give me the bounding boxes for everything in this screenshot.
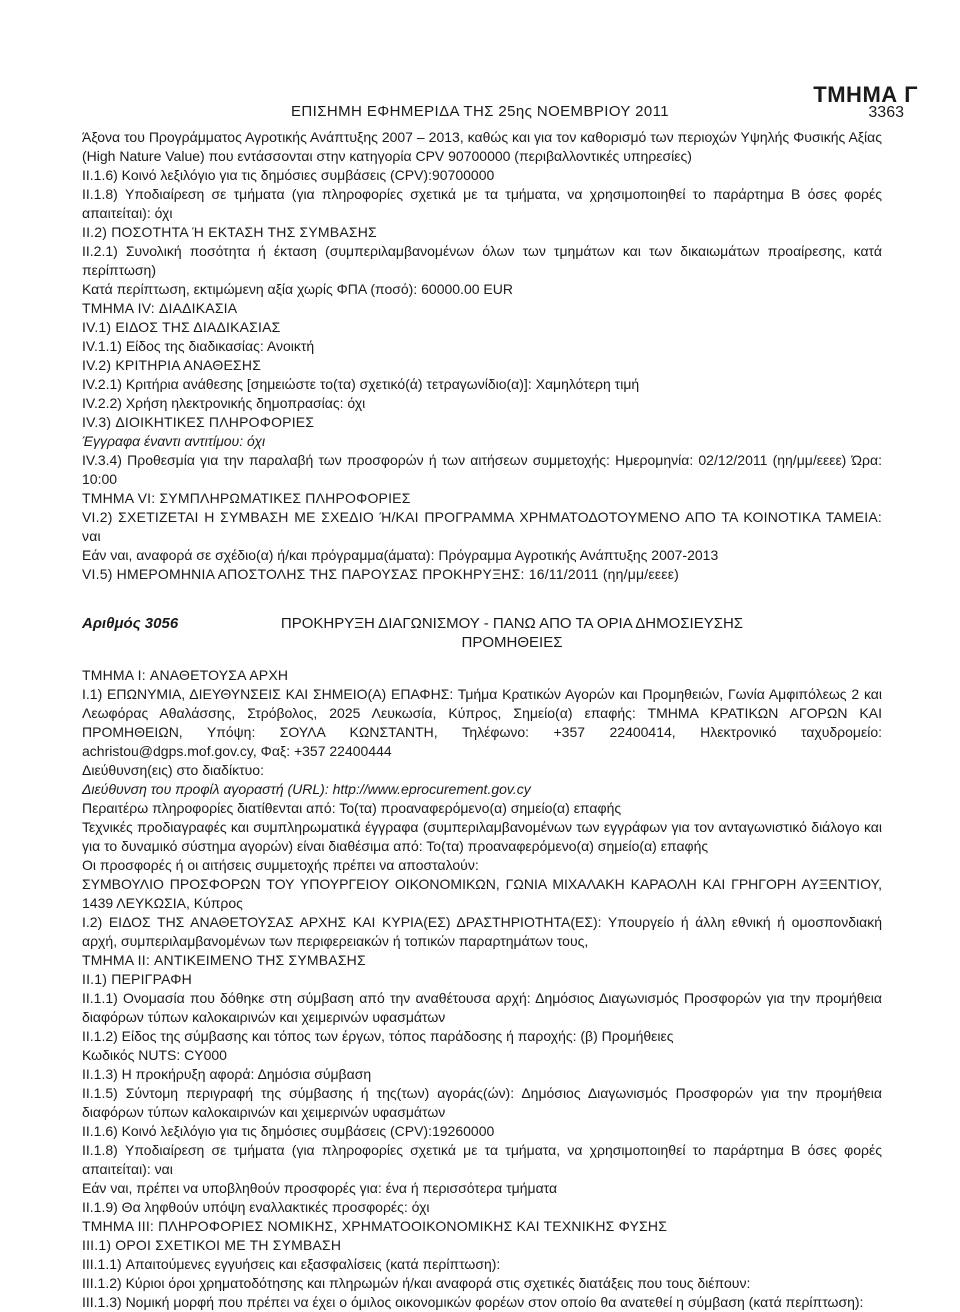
guarantees-line: III.1.1) Απαιτούμενες εγγυήσεις και εξασφαλίσεις (κατά περίπτωση): bbox=[82, 1256, 501, 1272]
section-ii-heading: ΤΜΗΜΑ II: ΑΝΤΙΚΕΙΜΕΝΟ ΤΗΣ ΣΥΜΒΑΣΗΣ bbox=[82, 952, 366, 968]
specifications-line: Τεχνικές προδιαγραφές και συμπληρωματικά έγγραφα (συμπεριλαμβανομένων των εγγράφων για τον ανταγωνιστικό διάλογο και για το δυναμικό σύστημα αγορών) είναι διαθέσιμα από: Το(τα) προαναφερόμενο(α) σημείο(α) επαφής bbox=[82, 819, 882, 854]
electronic-auction-line: IV.2.2) Χρήση ηλεκτρονικής δημοπρασίας: όχι bbox=[82, 395, 366, 411]
eu-funds-line: VI.2) ΣΧΕΤΙΖΕΤΑΙ Η ΣΥΜΒΑΣΗ ΜΕ ΣΧΕΔΙΟ Ή/ΚΑΙ ΠΡΟΓΡΑΜΜΑ ΧΡΗΜΑΤΟΔΟΤΟΥΜΕΝΟ ΑΠΟ ΤΑ ΚΟΙΝΟΤΙΚΑ ΤΑΜΕΙΑ: ναι bbox=[82, 509, 882, 544]
buyer-profile-line bbox=[82, 780, 882, 799]
lots-tender-line: Εάν ναι, πρέπει να υποβληθούν προσφορές για: ένα ή περισσότερα τμήματα bbox=[82, 1180, 558, 1196]
tenders-sent-label: Οι προσφορές ή οι αιτήσεις συμμετοχής πρέπει να αποσταλούν: bbox=[82, 857, 479, 873]
section-iii-heading: ΤΜΗΜΑ III: ΠΛΗΡΟΦΟΡΙΕΣ ΝΟΜΙΚΗΣ, ΧΡΗΜΑΤΟΟΙΚΟΝΟΜΙΚΗΣ ΚΑΙ ΤΕΧΝΙΚΗΣ ΦΥΣΗΣ bbox=[82, 1218, 668, 1234]
cpv-line-2: II.1.6) Κοινό λεξιλόγιο για τις δημόσιες συμβάσεις (CPV):19260000 bbox=[82, 1123, 495, 1139]
notice-heading: ΠΡΟΚΗΡΥΞΗ ΔΙΑΓΩΝΙΣΜΟΥ - ΠΑΝΩ ΑΠΟ ΤΑ ΟΡΙΑ ΔΗΜΟΣΙΕΥΣΗΣ ΠΡΟΜΗΘΕΙΕΣ bbox=[280, 615, 744, 651]
procedure-type-heading: IV.1) ΕΙΔΟΣ ΤΗΣ ΔΙΑΔΙΚΑΣΙΑΣ bbox=[82, 319, 281, 335]
gazette-title: ΕΠΙΣΗΜΗ ΕΦΗΜΕΡΙΔΑ ΤΗΣ 25ης ΝΟΕΜΒΡΙΟΥ 2011 bbox=[291, 103, 669, 120]
legal-form-line: III.1.3) Νομική μορφή που πρέπει να έχει ο όμιλος οικονομικών φορέων στον οποίο θα ανατεθεί η σύμβαση (κατά περίπτωση): bbox=[82, 1294, 864, 1310]
quantity-heading: II.2) ΠΟΣΟΤΗΤΑ Ή ΕΚΤΑΣΗ ΤΗΣ ΣΥΜΒΑΣΗΣ bbox=[82, 224, 377, 240]
notice-involves-line: II.1.3) Η προκήρυξη αφορά: Δημόσια σύμβαση bbox=[82, 1066, 372, 1082]
conditions-heading: III.1) ΟΡΟΙ ΣΧΕΤΙΚΟΙ ΜΕ ΤΗ ΣΥΜΒΑΣΗ bbox=[82, 1237, 342, 1253]
award-criteria-heading: IV.2) ΚΡΙΤΗΡΙΑ ΑΝΑΘΕΣΗΣ bbox=[82, 357, 262, 373]
short-description-line: II.1.5) Σύντομη περιγραφή της σύμβασης ή της(των) αγοράς(ών): Δημόσιος Διαγωνισμός Προσφορών για την προμήθεια διαφόρων τύπων καλοκαιρινών και χειμερινών υφασμάτων bbox=[82, 1085, 882, 1120]
admin-info-heading: IV.3) ΔΙΟΙΚΗΤΙΚΕΣ ΠΛΗΡΟΦΟΡΙΕΣ bbox=[82, 414, 315, 430]
page-number: 3363 bbox=[868, 104, 904, 121]
tenders-address: ΣΥΜΒΟΥΛΙΟ ΠΡΟΣΦΟΡΩΝ ΤΟΥ ΥΠΟΥΡΓΕΙΟΥ ΟΙΚΟΝΟΜΙΚΩΝ, ΓΩΝΙΑ ΜΙΧΑΛΑΚΗ ΚΑΡΑΟΛΗ ΚΑΙ ΓΡΗΓΟΡΗ ΑΥΞΕΝΤΙΟΥ, 1439 ΛΕΥΚΩΣΙΑ, Κύπρος bbox=[82, 876, 882, 911]
variants-line: II.1.9) Θα ληφθούν υπόψη εναλλακτικές προσφορές: όχι bbox=[82, 1199, 430, 1215]
section-iv-heading: ΤΜΗΜΑ IV: ΔΙΑΔΙΚΑΣΙΑ bbox=[82, 300, 238, 316]
page-header bbox=[0, 0, 960, 120]
notice-title-block bbox=[82, 612, 882, 652]
documents-fee-text: Έγγραφα έναντι αντιτίμου: όχι bbox=[82, 433, 266, 449]
award-criteria-line: IV.2.1) Κριτήρια ανάθεσης [σημειώστε το(τα) σχετικό(ά) τετραγωνίδιο(α)]: Χαμηλότερη τιμή bbox=[82, 376, 640, 392]
internet-addresses-label: Διεύθυνση(εις) στο διαδίκτυο: bbox=[82, 762, 264, 778]
document-body bbox=[82, 128, 882, 1312]
contracting-authority-details: I.1) ΕΠΩΝΥΜΙΑ, ΔΙΕΥΘΥΝΣΕΙΣ ΚΑΙ ΣΗΜΕΙΟ(Α) ΕΠΑΦΗΣ: Τμήμα Κρατικών Αγορών και Προμηθειών, Γωνία Αμφιπόλεως 2 και Λεωφόρας Αθαλάσσης, Στρόβολος, 2025 Λευκωσία, Κύπρος, Σημείο(α) επαφής: ΤΜΗΜΑ ΚΡΑΤΙΚΩΝ ΑΓΟΡΩΝ ΚΑΙ ΠΡΟΜΗΘΕΙΩΝ, Υπόψη: ΣΟΥΛΑ ΚΩΝΣΤΑΝΤΗ, Τηλέφωνο: +357 22400414, Ηλεκτρονικό ταχυδρομείο: achristou@dgps.mof.gov.cy, Φαξ: +357 22400444 bbox=[82, 686, 882, 759]
section-i-heading: ΤΜΗΜΑ I: ΑΝΑΘΕΤΟΥΣΑ ΑΡΧΗ bbox=[82, 667, 289, 683]
authority-type-line: I.2) ΕΙΔΟΣ ΤΗΣ ΑΝΑΘΕΤΟΥΣΑΣ ΑΡΧΗΣ ΚΑΙ ΚΥΡΙΑ(ΕΣ) ΔΡΑΣΤΗΡΙΟΤΗΤΑ(ΕΣ): Υπουργείο ή άλλη εθνική ή ομοσπονδιακή αρχή, συμπεριλαμβανομένων των περιφερειακών ή τοπικών παραρτημάτων τους, bbox=[82, 914, 882, 949]
programme-line: Εάν ναι, αναφορά σε σχέδιο(α) ή/και πρόγραμμα(άματα): Πρόγραμμα Αγροτικής Ανάπτυξης 2007-2013 bbox=[82, 547, 719, 563]
nuts-code-line: Κωδικός NUTS: CY000 bbox=[82, 1047, 227, 1063]
lots-line-2: II.1.8) Υποδιαίρεση σε τμήματα (για πληροφορίες σχετικά με τα τμήματα, να χρησιμοποιηθεί το παράρτημα Β όσες φορές απαιτείται): ναι bbox=[82, 1142, 882, 1177]
cpv-line: II.1.6) Κοινό λεξιλόγιο για τις δημόσιες συμβάσεις (CPV):90700000 bbox=[82, 167, 495, 183]
section-vi-heading: ΤΜΗΜΑ VI: ΣΥΜΠΛΗΡΩΜΑΤΙΚΕΣ ΠΛΗΡΟΦΟΡΙΕΣ bbox=[82, 490, 411, 506]
section-label: ΤΜΗΜΑ Γ bbox=[813, 82, 918, 107]
financing-line: III.1.2) Κύριοι όροι χρηματοδότησης και πληρωμών ή/και αναφορά στις σχετικές διατάξεις που τους διέπουν: bbox=[82, 1275, 751, 1291]
deadline-line: IV.3.4) Προθεσμία για την παραλαβή των προσφορών ή των αιτήσεων συμμετοχής: Ημερομηνία: 02/12/2011 (ηη/μμ/εεεε) Ώρα: 10:00 bbox=[82, 452, 882, 487]
documents-fee-line bbox=[82, 432, 882, 451]
contract-type-line: II.1.2) Είδος της σύμβασης και τόπος των έργων, τόπος παράδοσης ή παροχής: (β) Προμήθειες bbox=[82, 1028, 674, 1044]
total-quantity-line: II.2.1) Συνολική ποσότητα ή έκταση (συμπεριλαμβανομένων όλων των τμημάτων και των δικαιωμάτων προαίρεσης, κατά περίπτωση) bbox=[82, 243, 882, 278]
lots-line: II.1.8) Υποδιαίρεση σε τμήματα (για πληροφορίες σχετικά με τα τμήματα, να χρησιμοποιηθεί το παράρτημα Β όσες φορές απαιτείται): όχι bbox=[82, 186, 882, 221]
procedure-type-line: IV.1.1) Είδος της διαδικασίας: Ανοικτή bbox=[82, 338, 315, 354]
further-info-line: Περαιτέρω πληροφορίες διατίθενται από: Το(τα) προαναφερόμενο(α) σημείο(α) επαφής bbox=[82, 800, 622, 816]
estimated-value-line: Κατά περίπτωση, εκτιμώμενη αξία χωρίς ΦΠΑ (ποσό): 60000.00 EUR bbox=[82, 281, 513, 297]
buyer-profile-url: Διεύθυνση του προφίλ αγοραστή (URL): http://www.eprocurement.gov.cy bbox=[82, 781, 531, 797]
contract-title-line: II.1.1) Ονομασία που δόθηκε στη σύμβαση από την αναθέτουσα αρχή: Δημόσιος Διαγωνισμός Προσφορών για την προμήθεια διαφόρων τύπων καλοκαιρινών και χειμερινών υφασμάτων bbox=[82, 990, 882, 1025]
dispatch-date-line: VI.5) ΗΜΕΡΟΜΗΝΙΑ ΑΠΟΣΤΟΛΗΣ ΤΗΣ ΠΑΡΟΥΣΑΣ ΠΡΟΚΗΡΥΞΗΣ: 16/11/2011 (ηη/μμ/εεεε) bbox=[82, 566, 679, 582]
intro-paragraph: Άξονα του Προγράμματος Αγροτικής Ανάπτυξης 2007 – 2013, καθώς και για τον καθορισμό των περιοχών Υψηλής Φυσικής Αξίας (High Nature Value) που εντάσσονται στην κατηγορία CPV 90700000 (περιβαλλοντικές υπηρεσίες) bbox=[82, 129, 882, 164]
description-heading: II.1) ΠΕΡΙΓΡΑΦΗ bbox=[82, 971, 192, 987]
notice-number: Αριθμός 3056 bbox=[82, 615, 179, 632]
